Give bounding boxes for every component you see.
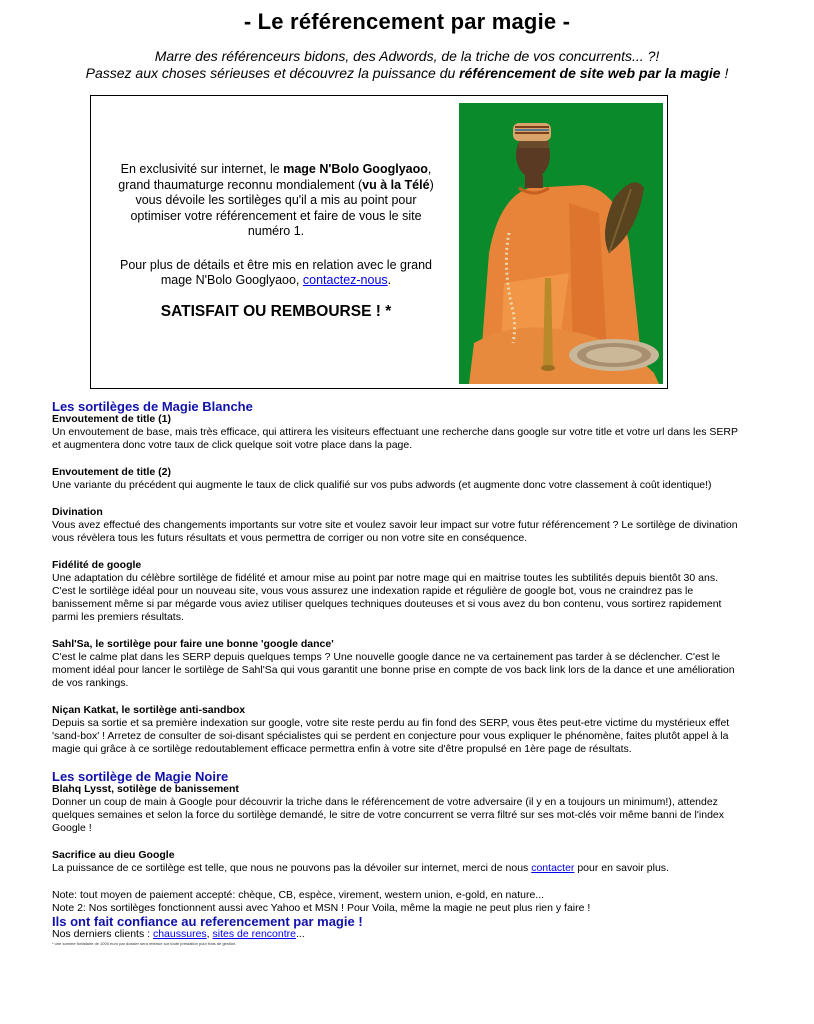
item-text: Depuis sa sortie et sa première indexation sur google, votre site reste perdu au fin fond des SERP, vous êtes peut-etre victime du mystérieux effet 'sand-box' ! Arretez de consulter de soi-disant spécialistes qui se perdent en conjecture pour vous expliquer le phénomène, faites plutôt appel à la magie qui grâce à ce sortilège redoutablement efficace permettra enfin à votre site d'être propulsé en 1ère page de résultats.	[52, 717, 730, 755]
contact-link[interactable]: contactez-nous	[302, 273, 388, 287]
list-item	[52, 506, 742, 545]
promo-text-part: , grand thaumaturge reconnu mondialement (	[118, 162, 432, 192]
item-text-part: La puissance de ce sortilège est telle, que nous ne pouvons pas la dévoiler sur internet, merci de nous	[52, 862, 532, 874]
clients-line	[52, 928, 742, 941]
list-item	[52, 849, 742, 875]
intro-line-2-bold: référencement de site web par la magie	[459, 65, 721, 81]
client-link-rencontre[interactable]: sites de rencontre	[212, 928, 296, 940]
item-title: Fidélité de google	[52, 559, 142, 571]
page-title: - Le référencement par magie -	[243, 9, 571, 34]
list-item	[52, 413, 742, 452]
item-title: Blahq Lysst, sotilège de banissement	[52, 783, 239, 795]
list-item	[52, 704, 742, 756]
item-text: C'est le calme plat dans les SERP depuis quelques temps ? Une nouvelle google dance ne va certainement pas tarder à se déclencher. C'est le moment idéal pour lancer le sortilège de Sahl'Sa qui vous garantit une bonne prise en compte de vos back link lors de la dance et une amélioration de vos rankings.	[52, 651, 735, 689]
contacter-link[interactable]: contacter	[531, 862, 575, 874]
promo-text-part: .	[387, 273, 392, 287]
mage-photo	[459, 103, 663, 384]
clients-ellipsis: ...	[295, 928, 305, 940]
promo-text-part: Pour plus de détails et être mis en relation avec le grand mage N'Bolo Googlyaoo,	[120, 257, 432, 287]
list-item	[52, 466, 742, 492]
payment-note: Note: tout moyen de paiement accepté: chèque, CB, espèce, virement, western union, e-gold, en nature...	[52, 889, 545, 901]
client-link-chaussures[interactable]: chaussures	[152, 928, 207, 940]
main-content	[52, 400, 742, 946]
clients-label: Nos derniers clients :	[52, 928, 153, 940]
item-text-part: pour en savoir plus.	[574, 862, 669, 874]
engines-note: Note 2: Nos sortilèges fonctionnent aussi avec Yahoo et MSN ! Pour Voila, même la magie ne peut plus rien y faire !	[52, 902, 591, 914]
item-title: Sacrifice au dieu Google	[52, 849, 175, 861]
white-magic-list	[52, 413, 742, 756]
item-text: Vous avez effectué des changements importants sur votre site et voulez savoir leur impact sur votre futur référencement ? Le sortilège de divination vous révèlera tous les futurs résultats et vous permettra de corriger ou non votre site en conséquence.	[52, 519, 738, 544]
promo-text-part: En exclusivité sur internet, le	[120, 162, 284, 176]
item-title: Divination	[52, 506, 103, 518]
intro-line-2-end: !	[720, 65, 729, 81]
intro-text	[0, 48, 814, 82]
item-text: Un envoutement de base, mais très efficace, qui attirera les visiteurs effectuant une recherche dans google sur votre title et votre url dans les SERP et augmentera donc votre taux de click quelque soit votre place dans la page.	[52, 426, 738, 451]
list-item	[52, 559, 742, 624]
mage-illustration	[459, 103, 663, 384]
white-magic-heading: Les sortilèges de Magie Blanche	[52, 399, 253, 414]
item-title: Envoutement de title (2)	[52, 466, 172, 478]
confidence-heading: Ils ont fait confiance au referencement par magie !	[52, 914, 363, 929]
list-item	[52, 783, 742, 835]
fine-print: * une somme forfaitaire de 1000 euro par dossier sera retenue sur toute prestation pour frais de gestion.	[52, 941, 237, 946]
item-title: Sahl'Sa, le sortilège pour faire une bonne 'google dance'	[52, 638, 334, 650]
black-magic-heading: Les sortilège de Magie Noire	[52, 769, 229, 784]
list-item	[52, 638, 742, 690]
item-text: Donner un coup de main à Google pour découvrir la triche dans le référencement de votre adversaire (il y en a toujours un minimum!), attendez quelques semaines et selon la force du sortilège demandé, le sitre de votre concurrent se verra filtré sur ses mot-clés voir même banni de l'index Google !	[52, 796, 724, 834]
clients-separator: ,	[206, 928, 213, 940]
promo-paragraph-1	[111, 162, 441, 240]
promo-paragraph-2	[111, 258, 441, 289]
promo-text	[111, 162, 441, 319]
promo-text-part: ) vous dévoile les sortilèges qu'il a mis au point pour optimiser votre référencement et faire de vous le site numéro 1.	[130, 177, 434, 238]
intro-line-2	[0, 65, 814, 82]
intro-line-1: Marre des référenceurs bidons, des Adwords, de la triche de vos concurrents... ?!	[154, 48, 660, 64]
item-title: Niçan Katkat, le sortilège anti-sandbox	[52, 704, 246, 716]
promo-box	[90, 95, 668, 389]
notes	[52, 889, 742, 915]
slogan: SATISFAIT OU REMBOURSE ! *	[160, 302, 392, 320]
mage-name: mage N'Bolo Googlyaoo	[283, 162, 428, 176]
item-text: Une variante du précédent qui augmente le taux de click qualifié sur vos pubs adwords (et augmente donc votre classement à coût identique!)	[52, 479, 712, 491]
tv-mention: vu à la Télé	[362, 177, 430, 192]
intro-line-2-text: Passez aux choses sérieuses et découvrez la puissance du	[85, 65, 460, 81]
item-text	[52, 862, 742, 875]
item-title: Envoutement de title (1)	[52, 413, 172, 425]
item-text: Une adaptation du célèbre sortilège de fidélité et amour mise au point par notre mage qui en maitrise toutes les subtilités depuis bientôt 30 ans. C'est le sortilège idéal pour un nouveau site, vous vous assurez une indexation rapide et régulière de google bot, vous ne craindrez pas le banissement même si par mégarde vous aviez utiliser quelques techniques douteuses et si vous avez du bon contenu, vous sortirez rapidement parmi les premiers résultats.	[52, 572, 722, 623]
